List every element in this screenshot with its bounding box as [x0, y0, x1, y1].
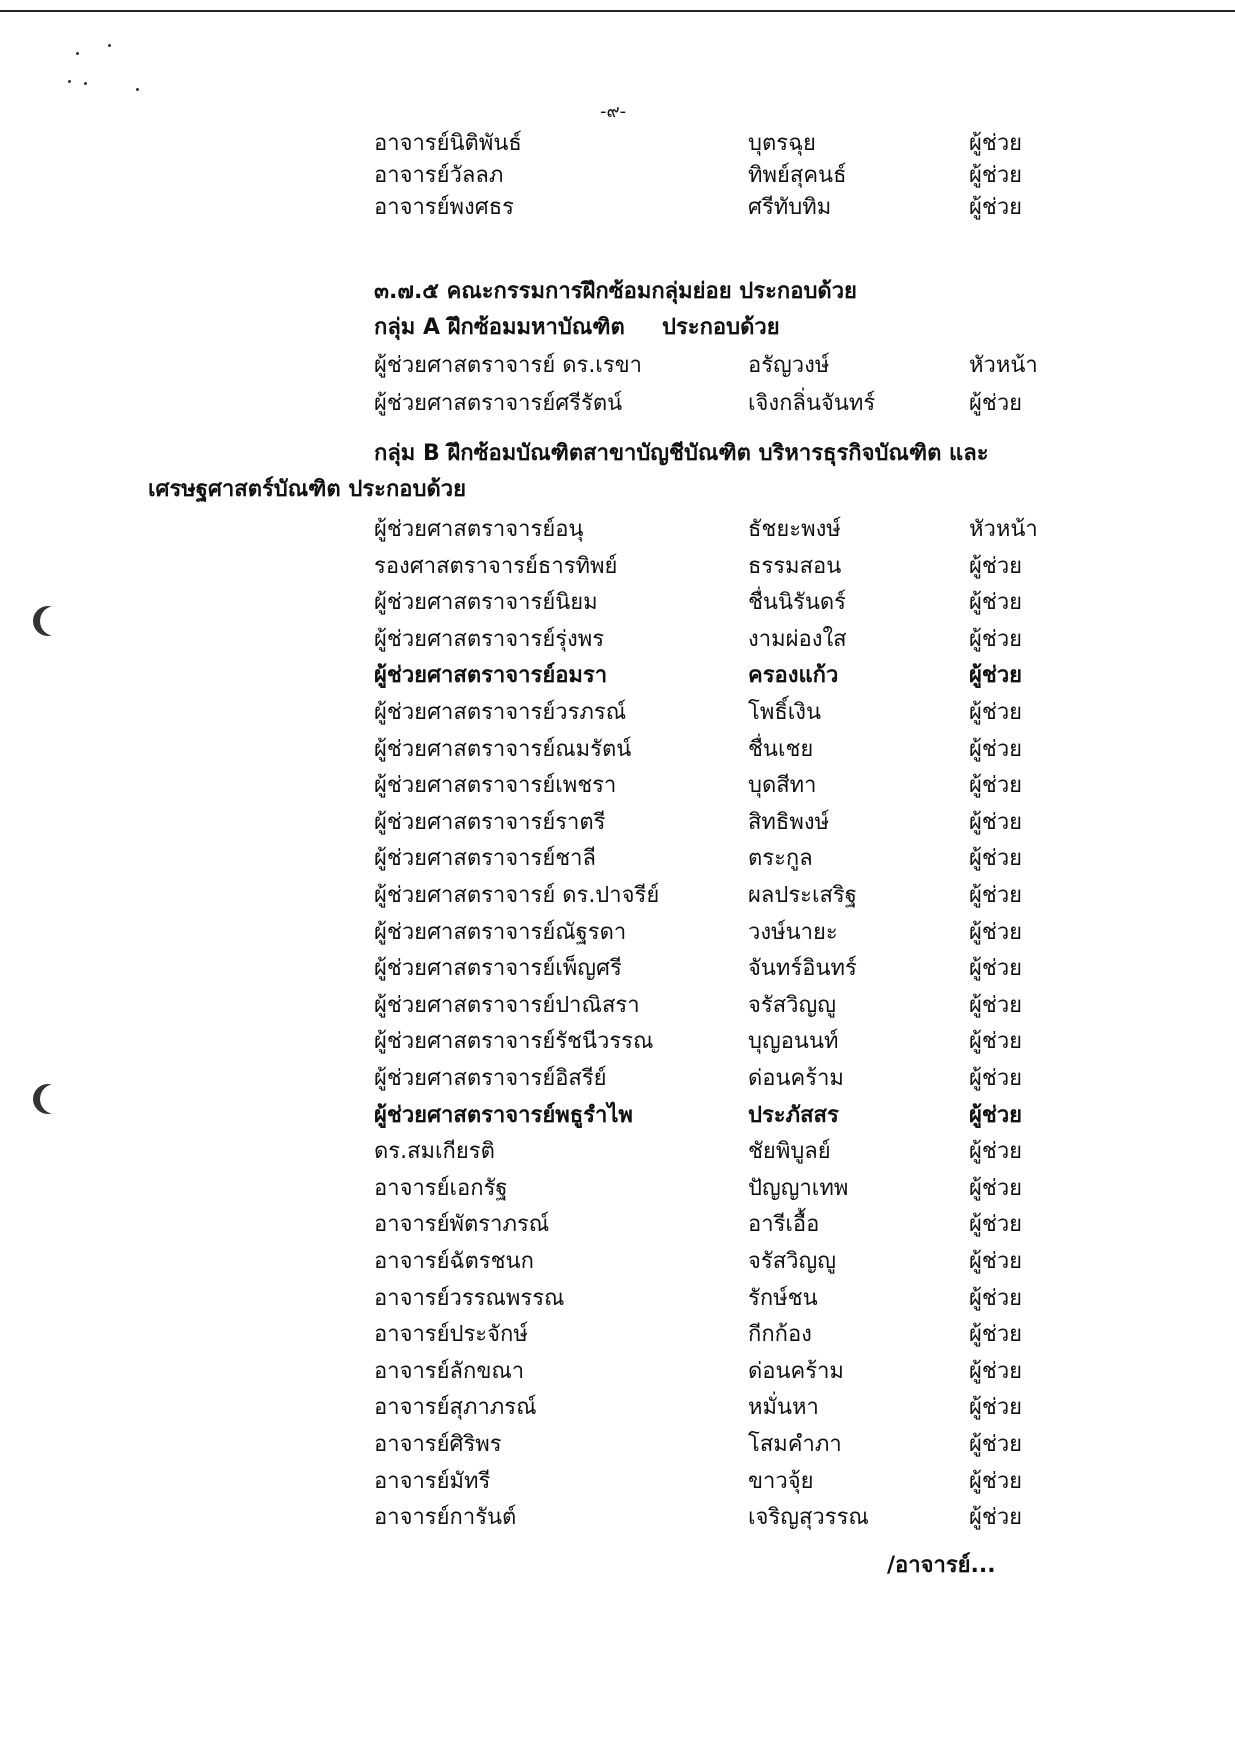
member-role: ผู้ช่วย — [969, 773, 1023, 799]
member-name: อาจารย์พัตราภรณ์ — [374, 1212, 550, 1238]
member-name: อาจารย์สุภาภรณ์ — [374, 1395, 537, 1421]
member-name: ผู้ช่วยศาสตราจารย์ราตรี — [374, 809, 606, 835]
member-row — [0, 805, 1235, 841]
member-row — [0, 1024, 1235, 1060]
member-surname: ชัยพิบูลย์ — [748, 1139, 831, 1165]
member-role: ผู้ช่วย — [969, 1139, 1023, 1165]
member-name: อาจารย์ลักขณา — [374, 1358, 525, 1384]
member-name: อาจารย์วรรณพรรณ — [374, 1285, 565, 1311]
member-surname: กีกก้อง — [748, 1322, 812, 1348]
member-row — [0, 695, 1235, 731]
member-surname: ธรรมสอน — [748, 553, 842, 579]
member-role: ผู้ช่วย — [969, 590, 1023, 616]
member-row — [0, 658, 1235, 694]
member-surname: ชื่นนิรันดร์ — [748, 590, 846, 616]
group-a-heading — [374, 310, 625, 346]
member-row — [0, 1464, 1235, 1500]
member-role: ผู้ช่วย — [969, 391, 1023, 416]
member-name: ผู้ช่วยศาสตราจารย์วรภรณ์ — [374, 700, 627, 725]
member-surname: ชื่นเชย — [748, 736, 814, 762]
member-surname: ศรีทับทิม — [748, 195, 832, 220]
group-a-suffix: ประกอบด้วย — [662, 315, 780, 340]
member-row — [0, 1390, 1235, 1426]
member-surname: อารีเอื้อ — [748, 1212, 820, 1238]
member-role: ผู้ช่วย — [969, 195, 1023, 220]
scan-speck — [68, 80, 71, 83]
member-name: อาจารย์วัลลภ — [374, 163, 504, 188]
member-row — [0, 1281, 1235, 1317]
member-role: ผู้ช่วย — [969, 846, 1023, 872]
member-row — [0, 1098, 1235, 1134]
page-number: -๙- — [600, 101, 627, 122]
member-row — [0, 512, 1235, 548]
member-role: ผู้ช่วย — [969, 809, 1023, 835]
member-row — [0, 988, 1235, 1024]
member-role: ผู้ช่วย — [969, 1358, 1023, 1384]
member-surname: ทิพย์สุคนธ์ — [748, 163, 847, 188]
member-surname: ตระกูล — [748, 846, 813, 872]
member-surname: ครองแก้ว — [748, 663, 839, 689]
member-row — [0, 951, 1235, 987]
member-surname: ผลประเสริฐ — [748, 883, 857, 908]
member-role: ผู้ช่วย — [969, 1285, 1023, 1311]
member-name: ผู้ช่วยศาสตราจารย์พธูรำไพ — [374, 1102, 633, 1128]
member-surname: หมั่นหา — [748, 1395, 819, 1421]
member-name: ผู้ช่วยศาสตราจารย์อมรา — [374, 663, 608, 689]
member-name: ผู้ช่วยศาสตราจารย์เพชรา — [374, 773, 617, 799]
member-role: ผู้ช่วย — [969, 1066, 1023, 1091]
scan-speck — [108, 44, 111, 47]
member-role: ผู้ช่วย — [969, 700, 1023, 725]
member-surname: ธัชยะพงษ์ — [748, 517, 841, 542]
member-surname: จรัสวิญญู — [748, 992, 836, 1018]
member-surname: โสมคำภา — [748, 1432, 842, 1457]
member-name: อาจารย์นิติพันธ์ — [374, 131, 522, 156]
member-surname: สิทธิพงษ์ — [748, 809, 830, 835]
member-role: ผู้ช่วย — [969, 1175, 1023, 1201]
member-role: ผู้ช่วย — [969, 1505, 1023, 1531]
member-name: ผู้ช่วยศาสตราจารย์อนุ — [374, 517, 584, 542]
member-role: หัวหน้า — [969, 517, 1038, 542]
member-name: อาจารย์ประจักษ์ — [374, 1322, 528, 1348]
member-row — [0, 878, 1235, 914]
member-row — [0, 585, 1235, 621]
member-row — [0, 1134, 1235, 1170]
member-role: ผู้ช่วย — [969, 1249, 1023, 1274]
member-name: ผู้ช่วยศาสตราจารย์ ดร.เรขา — [374, 353, 643, 378]
member-name: ผู้ช่วยศาสตราจารย์ชาลี — [374, 846, 596, 872]
member-role: ผู้ช่วย — [969, 992, 1023, 1018]
member-surname: ประภัสสร — [748, 1102, 839, 1128]
member-name: อาจารย์ศิริพร — [374, 1432, 502, 1457]
member-role: ผู้ช่วย — [969, 1102, 1023, 1128]
member-name: ผู้ช่วยศาสตราจารย์รุ่งพร — [374, 626, 605, 652]
member-role: ผู้ช่วย — [969, 163, 1023, 188]
member-name: ผู้ช่วยศาสตราจารย์ณมรัตน์ — [374, 736, 632, 762]
member-role: ผู้ช่วย — [969, 736, 1023, 762]
member-role: ผู้ช่วย — [969, 1322, 1023, 1348]
member-surname: งามผ่องใส — [748, 626, 847, 652]
member-row — [0, 1244, 1235, 1280]
member-role: ผู้ช่วย — [969, 1468, 1023, 1494]
member-row — [0, 158, 1235, 194]
member-row — [0, 1317, 1235, 1353]
member-surname: ปัญญาเทพ — [748, 1175, 849, 1201]
member-row — [0, 1427, 1235, 1463]
member-surname: บุญอนนท์ — [748, 1029, 839, 1055]
member-name: อาจารย์ฉัตรชนก — [374, 1249, 534, 1274]
member-row — [0, 386, 1235, 422]
member-name: ผู้ช่วยศาสตราจารย์นิยม — [374, 590, 598, 616]
member-row — [0, 1500, 1235, 1536]
member-row — [0, 915, 1235, 951]
member-role: ผู้ช่วย — [969, 626, 1023, 652]
member-surname: จรัสวิญญู — [748, 1249, 836, 1274]
member-role: ผู้ช่วย — [969, 883, 1023, 908]
member-name: อาจารย์พงศธร — [374, 195, 514, 220]
member-surname: เจิงกลิ่นจันทร์ — [748, 391, 876, 416]
member-role: ผู้ช่วย — [969, 956, 1023, 982]
member-name: ผู้ช่วยศาสตราจารย์ณัฐรดา — [374, 919, 627, 945]
member-surname: จันทร์อินทร์ — [748, 956, 857, 982]
member-name: ผู้ช่วยศาสตราจารย์เพ็ญศรี — [374, 956, 622, 982]
member-row — [0, 1061, 1235, 1097]
member-role: หัวหน้า — [969, 353, 1038, 378]
member-name: ผู้ช่วยศาสตราจารย์ปาณิสรา — [374, 992, 640, 1018]
member-role: ผู้ช่วย — [969, 663, 1023, 689]
member-role: ผู้ช่วย — [969, 1029, 1023, 1055]
member-surname: ขาวจุ้ย — [748, 1468, 814, 1494]
member-row — [0, 549, 1235, 585]
member-surname: บุดสีทา — [748, 773, 817, 799]
member-row — [0, 190, 1235, 226]
continuation-marker: /อาจารย์... — [887, 1553, 996, 1578]
member-row — [0, 1171, 1235, 1207]
member-surname: วงษ์นายะ — [748, 919, 838, 945]
member-role: ผู้ช่วย — [969, 1432, 1023, 1457]
member-name: ผู้ช่วยศาสตราจารย์ ดร.ปาจรีย์ — [374, 883, 660, 908]
member-name: อาจารย์การันต์ — [374, 1505, 517, 1531]
scan-border-line — [0, 10, 1235, 12]
member-name: อาจารย์เอกรัฐ — [374, 1175, 508, 1201]
member-role: ผู้ช่วย — [969, 919, 1023, 945]
group-a-label: กลุ่ม A ฝึกซ้อมมหาบัณฑิต — [374, 315, 625, 340]
member-row — [0, 1354, 1235, 1390]
member-role: ผู้ช่วย — [969, 553, 1023, 579]
member-name: ผู้ช่วยศาสตราจารย์รัชนีวรรณ — [374, 1029, 654, 1055]
member-surname: รักษ์ชน — [748, 1285, 818, 1311]
member-role: ผู้ช่วย — [969, 131, 1023, 156]
member-row — [0, 1207, 1235, 1243]
scan-speck — [136, 88, 139, 91]
group-b-heading-cont: เศรษฐศาสตร์บัณฑิต ประกอบด้วย — [148, 477, 467, 502]
member-row — [0, 126, 1235, 162]
member-surname: ด่อนคร้าม — [748, 1358, 844, 1384]
member-name: ผู้ช่วยศาสตราจารย์ศรีรัตน์ — [374, 391, 623, 416]
member-name: ดร.สมเกียรติ — [374, 1139, 495, 1165]
member-surname: ด่อนคร้าม — [748, 1066, 844, 1091]
member-row — [0, 622, 1235, 658]
member-name: รองศาสตราจารย์ธารทิพย์ — [374, 553, 618, 579]
member-name: ผู้ช่วยศาสตราจารย์อิสรีย์ — [374, 1066, 607, 1091]
member-name: อาจารย์มัทรี — [374, 1468, 491, 1494]
scan-speck — [84, 82, 87, 85]
member-role: ผู้ช่วย — [969, 1395, 1023, 1421]
member-row — [0, 768, 1235, 804]
member-surname: บุตรฉุย — [748, 131, 816, 156]
scan-speck — [76, 52, 79, 55]
member-role: ผู้ช่วย — [969, 1212, 1023, 1238]
member-surname: อรัญวงษ์ — [748, 353, 830, 378]
member-row — [0, 348, 1235, 384]
section-heading: ๓.๗.๕ คณะกรรมการฝึกซ้อมกลุ่มย่อย ประกอบด้วย — [374, 279, 857, 304]
member-row — [0, 732, 1235, 768]
member-row — [0, 841, 1235, 877]
group-b-heading: กลุ่ม B ฝึกซ้อมบัณฑิตสาขาบัญชีบัณฑิต บริหารธุรกิจบัณฑิต และ — [374, 441, 989, 466]
member-surname: โพธิ์เงิน — [748, 700, 822, 725]
member-surname: เจริญสุวรรณ — [748, 1505, 869, 1531]
